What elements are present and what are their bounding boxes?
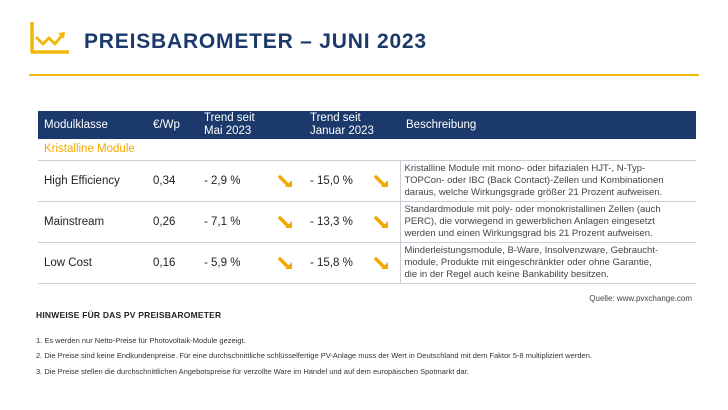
row-description-line: daraus, welche Wirkungsgrade größer 21 Prozent aufweisen.	[404, 186, 663, 198]
section-label: Kristalline Module	[38, 139, 696, 160]
header-trend-may-line2: Mai 2023	[204, 125, 252, 137]
trend-chart-logo-icon	[29, 20, 71, 56]
arrow-down-right-icon	[278, 214, 294, 230]
row-description	[400, 242, 696, 283]
title-underline	[29, 74, 699, 76]
table-row	[38, 242, 696, 283]
row-trend-jan: - 15,8 %	[310, 256, 353, 269]
row-trend-jan-cell	[304, 160, 400, 201]
row-description-line: werden und einen Wirkungsgrad bis 21 Prozent aufweisen.	[404, 227, 653, 239]
row-description-line: die in der Regel auch keine Bankability besitzen.	[404, 268, 609, 280]
section-row	[38, 139, 696, 160]
row-description-line: module, Produkte mit eingeschränkter oder ohne Garantie,	[404, 256, 652, 268]
source-note: Quelle: www.pvxchange.com	[589, 294, 692, 303]
row-description-line: Standardmodule mit poly- oder monokristallinen Zellen (auch	[404, 203, 661, 215]
table-row	[38, 201, 696, 242]
arrow-down-right-icon	[374, 173, 390, 189]
notes-heading: HINWEISE FÜR DAS PV PREISBAROMETER	[36, 310, 222, 320]
table-header-row	[38, 111, 696, 139]
note-item: 3. Die Preise stellen die durchschnittlichen Angebotspreise für verzollte Ware im Handel und auf dem europäischen Spotmarkt dar.	[36, 367, 469, 376]
header-price: €/Wp	[147, 111, 198, 139]
row-description	[400, 160, 696, 201]
table-row	[38, 160, 696, 201]
header-trend-may-line1: Trend seit	[204, 112, 255, 124]
header-trend-jan-line1: Trend seit	[310, 112, 361, 124]
row-trend-jan-cell	[304, 201, 400, 242]
row-trend-may-cell	[198, 201, 304, 242]
row-price: 0,26	[147, 201, 198, 242]
row-trend-may: - 5,9 %	[204, 256, 241, 269]
row-trend-jan: - 13,3 %	[310, 215, 353, 228]
header-trend-jan-line2: Januar 2023	[310, 125, 374, 137]
row-trend-may-cell	[198, 160, 304, 201]
row-name: Low Cost	[38, 242, 147, 283]
row-trend-jan: - 15,0 %	[310, 174, 353, 187]
row-trend-may: - 7,1 %	[204, 215, 241, 228]
row-price: 0,34	[147, 160, 198, 201]
arrow-down-right-icon	[374, 214, 390, 230]
note-item: 2. Die Preise sind keine Endkundenpreise. Für eine durchschnittliche schlüsselfertige PV-Anlage muss der Wert in Deutschland mit dem Faktor 5-8 multipliziert werden.	[36, 351, 592, 360]
row-trend-jan-cell	[304, 242, 400, 283]
arrow-down-right-icon	[278, 255, 294, 271]
row-description-line: PERC), die vorwiegend in gewerblichen Anlagen eingesetzt	[404, 215, 655, 227]
header-modulklasse: Modulklasse	[38, 111, 147, 139]
header-trend-jan	[304, 111, 400, 139]
row-price: 0,16	[147, 242, 198, 283]
row-trend-may-cell	[198, 242, 304, 283]
row-description	[400, 201, 696, 242]
arrow-down-right-icon	[374, 255, 390, 271]
note-item: 1. Es werden nur Netto-Preise für Photovoltaik-Module gezeigt.	[36, 336, 246, 345]
row-description-line: TOPCon- oder IBC (Back Contact)-Zellen und Kombinationen	[404, 174, 664, 186]
page-title: PREISBAROMETER – JUNI 2023	[84, 30, 427, 53]
header-beschreibung: Beschreibung	[400, 111, 696, 139]
header-trend-may	[198, 111, 304, 139]
row-name: High Efficiency	[38, 160, 147, 201]
arrow-down-right-icon	[278, 173, 294, 189]
price-table	[38, 111, 696, 284]
row-description-line: Kristalline Module mit mono- oder bifazialen HJT-, N-Typ-	[404, 162, 646, 174]
row-trend-may: - 2,9 %	[204, 174, 241, 187]
row-description-line: Minderleistungsmodule, B-Ware, Insolvenzware, Gebraucht-	[404, 244, 659, 256]
row-name: Mainstream	[38, 201, 147, 242]
